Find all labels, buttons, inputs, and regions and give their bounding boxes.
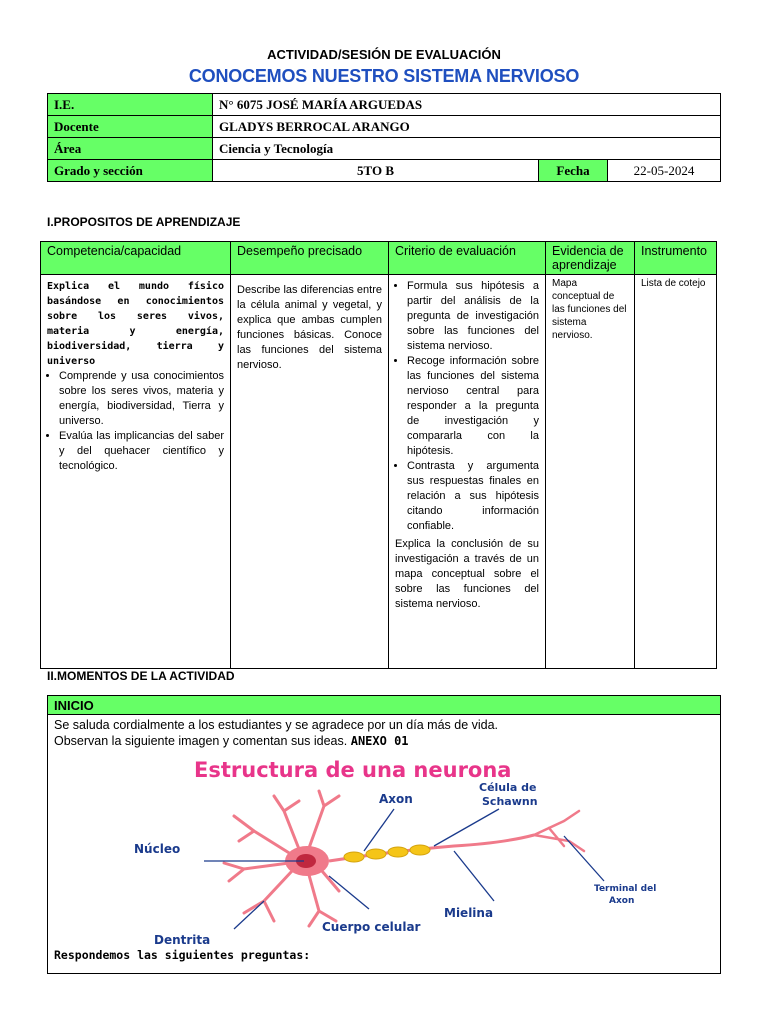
section-1-title: I.PROPOSITOS DE APRENDIZAJE (47, 215, 241, 229)
competencia-item: • Comprende y usa conocimientos sobre los seres vivos, materia y energía, biodiversidad, Tierra y universo. (59, 369, 224, 429)
inicio-line-2-text: Observan la siguiente imagen y comentan sus ideas. (54, 734, 348, 748)
competencia-title: Explica el mundo físico basándose en conocimientos sobre los seres vivos, materia y energía, biodiversidad, tierra y universo (47, 281, 224, 367)
neuron-diagram (124, 751, 657, 947)
inicio-line-1: Se saluda cordialmente a los estudiantes y se agradece por un día más de vida. (54, 718, 499, 732)
label-mielina: Mielina (444, 906, 494, 920)
fecha-value: 22-05-2024 (608, 160, 721, 182)
anexo-label: ANEXO 01 (350, 734, 409, 748)
neuron-labels (134, 781, 656, 947)
activity-label: ACTIVIDAD/SESIÓN DE EVALUACIÓN (267, 47, 501, 62)
axon-terminal (534, 811, 584, 851)
inicio-table (47, 695, 721, 974)
label-nucleo: Núcleo (134, 842, 181, 856)
criterio-item: • Formula sus hipótesis a partir del análisis de la pregunta de investigación sobre las funciones del sistema nervioso. (407, 279, 539, 354)
desempeno-text: Describe las diferencias entre la célula animal y vegetal, y explica que ambas cumplen funciones básicas. Conoce las funciones del sistema nervioso. (237, 284, 382, 371)
criterio-item: • Recoge información sobre las funciones del sistema nervioso central para responder a la pregunta de investigación y compararla con la hipótesis. (407, 354, 539, 459)
label-terminal-1: Terminal del (594, 884, 657, 894)
competencia-item: • Evalúa las implicancias del saber y del quehacer científico y tecnológico. (59, 429, 224, 474)
inicio-label: INICIO (48, 696, 721, 715)
propositos-table (40, 241, 717, 669)
neuron-title: Estructura de una neurona (194, 758, 512, 782)
ie-label: I.E. (48, 94, 213, 116)
criterio-item: • Contrasta y argumenta sus respuestas finales en relación a sus hipótesis citando información confiable. (407, 459, 539, 534)
area-value: Ciencia y Tecnología (213, 138, 721, 160)
instrumento-text: Lista de cotejo (641, 278, 706, 289)
info-table (47, 93, 721, 182)
criterio-cell (389, 275, 546, 669)
header-criterio: Criterio de evaluación (389, 242, 546, 275)
docente-label: Docente (48, 116, 213, 138)
evidencia-text: Mapa conceptual de las funciones del sistema nervioso. (552, 278, 627, 341)
grado-label: Grado y sección (48, 160, 213, 182)
page-title: CONOCEMOS NUESTRO SISTEMA NERVIOSO (188, 66, 580, 86)
grado-value: 5TO B (213, 160, 539, 182)
criterio-extra: Explica la conclusión de su investigación a través de un mapa conceptual sobre el sobre las funciones del sistema nervioso. (395, 538, 539, 610)
instrumento-cell (635, 275, 717, 669)
docente-value: GLADYS BERROCAL ARANGO (213, 116, 721, 138)
section-2-title: II.MOMENTOS DE LA ACTIVIDAD (47, 669, 235, 683)
label-cuerpo: Cuerpo celular (322, 920, 421, 934)
fecha-label: Fecha (539, 160, 608, 182)
evidencia-cell (546, 275, 635, 669)
inicio-content (48, 715, 721, 974)
header-instrumento: Instrumento (635, 242, 717, 275)
label-schwann-2: Schawnn (482, 795, 538, 808)
desempeno-cell (231, 275, 389, 669)
label-dentrita: Dentrita (154, 933, 211, 947)
header-desempeno: Desempeño precisado (231, 242, 389, 275)
ie-value: N° 6075 JOSÉ MARÍA ARGUEDAS (213, 94, 721, 116)
area-label: Área (48, 138, 213, 160)
label-axon: Axon (379, 792, 413, 806)
header-competencia: Competencia/capacidad (41, 242, 231, 275)
label-terminal-2: Axon (609, 896, 635, 906)
label-schwann-1: Célula de (479, 781, 537, 794)
competencia-cell (41, 275, 231, 669)
label-arrows (204, 809, 604, 929)
questions-prompt: Respondemos las siguientes preguntas: (54, 948, 311, 962)
inicio-line-2 (54, 733, 714, 749)
header-evidencia: Evidencia de aprendizaje (546, 242, 635, 275)
